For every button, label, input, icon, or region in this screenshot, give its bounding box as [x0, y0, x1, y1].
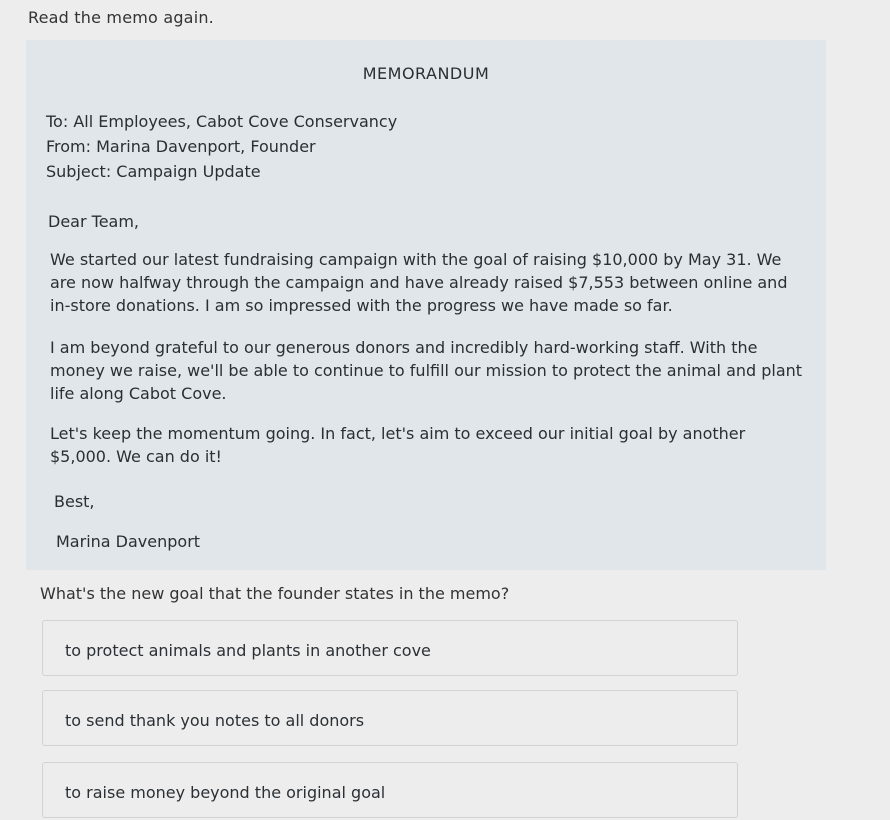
memo-closing: Best,	[54, 492, 95, 511]
memo-from: From: Marina Davenport, Founder	[46, 137, 316, 156]
memo-panel	[26, 40, 826, 570]
memo-title: MEMORANDUM	[362, 64, 490, 83]
answer-choice-label: to protect animals and plants in another cove	[65, 641, 431, 660]
instruction-text: Read the memo again.	[28, 8, 214, 27]
answer-choice-3[interactable]	[42, 762, 738, 818]
memo-subject: Subject: Campaign Update	[46, 162, 261, 181]
question-text: What's the new goal that the founder states in the memo?	[40, 584, 510, 603]
answer-choice-1[interactable]	[42, 620, 738, 676]
memo-greeting: Dear Team,	[48, 212, 140, 231]
memo-paragraph-1: We started our latest fundraising campaign with the goal of raising $10,000 by May 31. We are now halfway through the campaign and have already raised $7,553 between online and in-store donations. I am so impressed with the progress we have made so far.	[50, 250, 788, 315]
memo-paragraph-2: I am beyond grateful to our generous donors and incredibly hard-working staff. With the money we raise, we'll be able to continue to fulfill our mission to protect the animal and plant life along Cabot Cove.	[50, 338, 803, 403]
answer-choice-2[interactable]	[42, 690, 738, 746]
memo-signature: Marina Davenport	[56, 532, 201, 551]
memo-to: To: All Employees, Cabot Cove Conservancy	[46, 112, 398, 131]
answer-choice-label: to send thank you notes to all donors	[65, 711, 365, 730]
memo-paragraph-3: Let's keep the momentum going. In fact, let's aim to exceed our initial goal by another $5,000. We can do it!	[50, 424, 746, 466]
answer-choice-label: to raise money beyond the original goal	[65, 783, 386, 802]
